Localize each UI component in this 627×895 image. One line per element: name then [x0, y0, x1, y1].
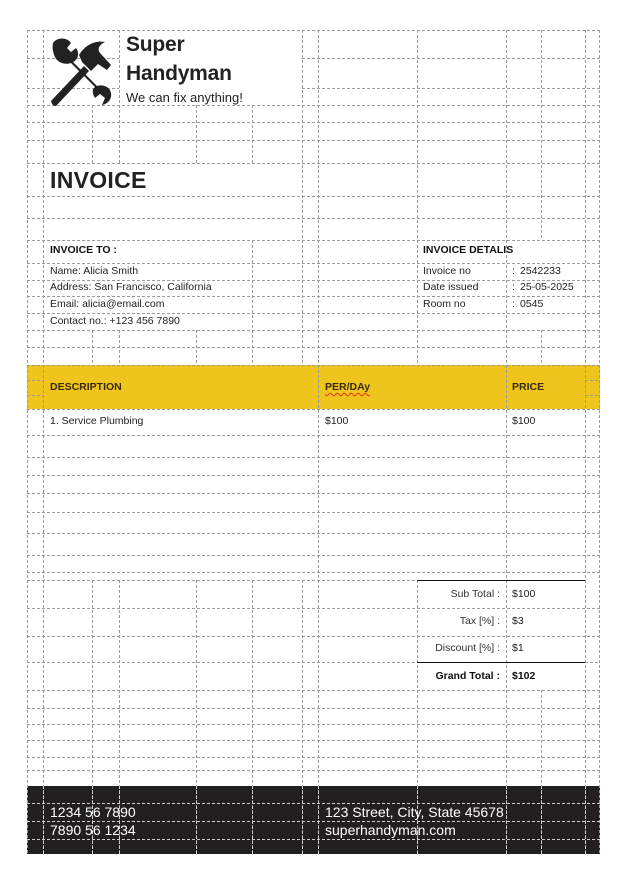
- subtotal-top-rule: [417, 580, 585, 581]
- grand-total-value: $102: [512, 670, 536, 682]
- customer-email: Email: alicia@email.com: [50, 298, 165, 310]
- invoice-details-heading: INVOICE DETALIS: [423, 244, 514, 256]
- footer-address: 123 Street, City, State 45678: [325, 804, 504, 820]
- date-issued-value: 25-05-2025: [520, 281, 574, 293]
- grand-total-label: Grand Total :: [435, 670, 500, 682]
- footer-phone-2: 7890 56 1234: [50, 822, 136, 838]
- column-header-price: PRICE: [512, 381, 545, 393]
- customer-address: Address: San Francisco, California: [50, 281, 212, 293]
- customer-name: Name: Alicia Smith: [50, 265, 139, 277]
- tax-label: Tax [%] :: [459, 615, 500, 627]
- invoice-no-sep: :: [512, 265, 515, 277]
- subtotal-value: $100: [512, 588, 536, 600]
- invoice-no-label: Invoice no: [423, 265, 471, 277]
- spreadsheet-gridlines: [27, 30, 600, 854]
- room-no-sep: :: [512, 298, 515, 310]
- room-no-label: Room no: [423, 298, 466, 310]
- line-item-price: $100: [512, 415, 536, 427]
- date-issued-label: Date issued: [423, 281, 479, 293]
- column-header-per-day: [325, 381, 370, 393]
- invoice-to-heading: INVOICE TO :: [50, 244, 117, 256]
- footer-phone-1: 1234 56 7890: [50, 804, 136, 820]
- discount-label: Discount [%] :: [435, 642, 500, 654]
- date-issued-sep: :: [512, 281, 515, 293]
- line-item-description: 1. Service Plumbing: [50, 415, 144, 427]
- footer-website[interactable]: superhandyman.com: [325, 822, 456, 838]
- wrench-hammer-icon: [49, 35, 115, 107]
- invoice-no-value: 2542233: [520, 265, 561, 277]
- column-header-per-day-label: PER/DAy: [325, 381, 371, 393]
- column-header-description: DESCRIPTION: [50, 381, 122, 393]
- line-item-per-day: $100: [325, 415, 349, 427]
- brand-name-line2: Handyman: [126, 62, 232, 85]
- customer-contact: Contact no.: +123 456 7890: [50, 315, 180, 327]
- grand-total-rule: [417, 662, 585, 663]
- footer-band: [27, 786, 600, 854]
- room-no-value: 0545: [520, 298, 544, 310]
- page-title: INVOICE: [50, 167, 147, 193]
- tax-value: $3: [512, 615, 524, 627]
- brand-name-line1: Super: [126, 33, 185, 56]
- subtotal-label: Sub Total :: [450, 588, 500, 600]
- brand-tagline: We can fix anything!: [126, 90, 243, 105]
- discount-value: $1: [512, 642, 524, 654]
- invoice-sheet: [27, 30, 600, 854]
